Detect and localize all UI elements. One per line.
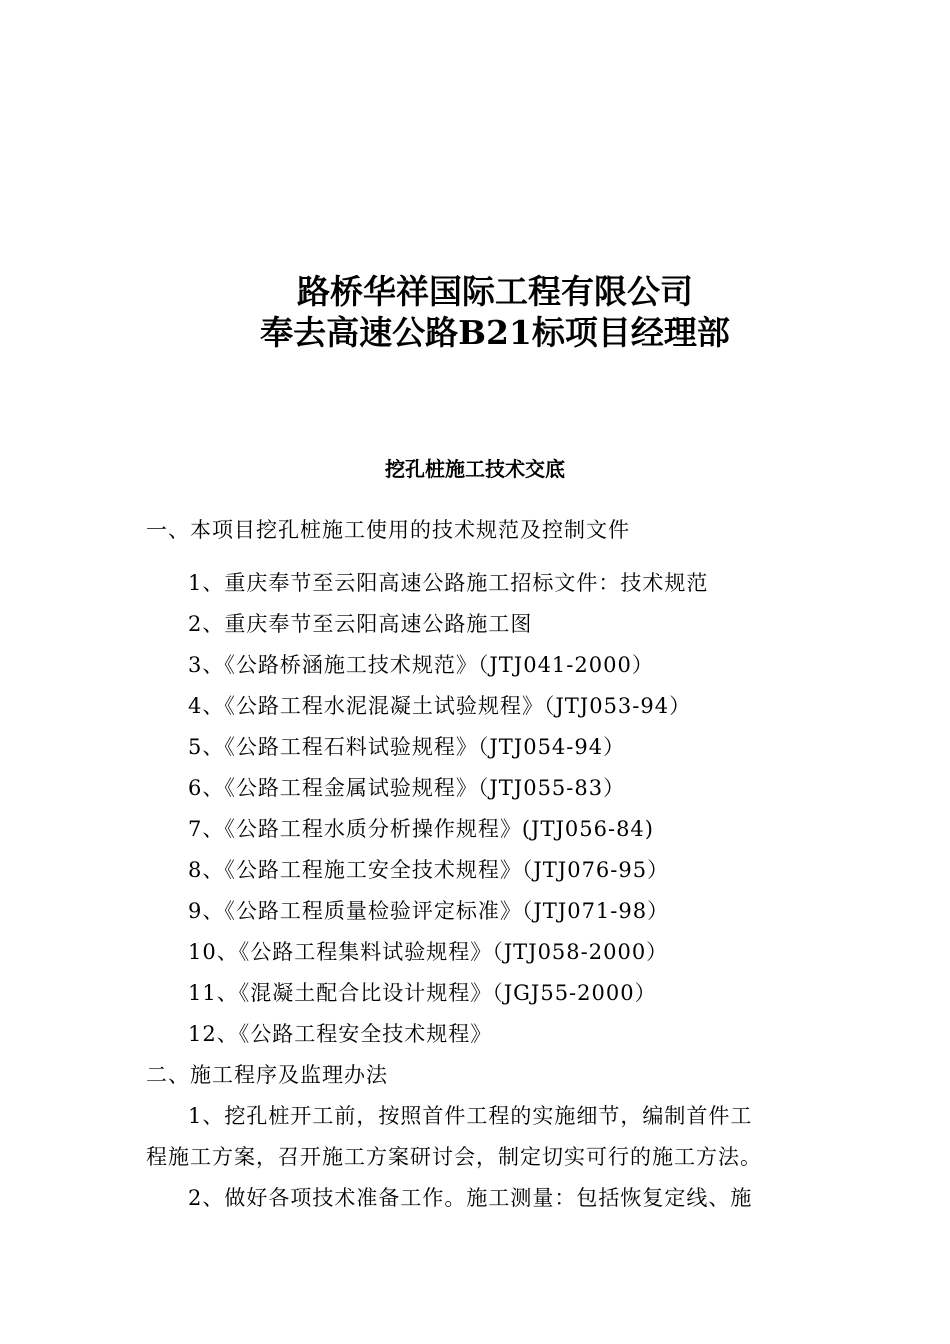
company-name: 路桥华祥国际工程有限公司 <box>297 272 693 311</box>
spec-item: 1、重庆奉节至云阳高速公路施工招标文件：技术规范 <box>188 571 709 595</box>
spec-item: 4、《公路工程水泥混凝土试验规程》（JTJ053-94） <box>188 694 692 718</box>
project-department: 奉去高速公路B21标项目经理部 <box>260 313 730 352</box>
spec-item: 7、《公路工程水质分析操作规程》(JTJ056-84) <box>188 817 654 841</box>
spec-item: 5、《公路工程石料试验规程》（JTJ054-94） <box>188 735 626 759</box>
spec-item: 11、《混凝土配合比设计规程》（JGJ55-2000） <box>188 981 657 1005</box>
spec-item: 3、《公路桥涵施工技术规范》（JTJ041-2000） <box>188 653 654 677</box>
spec-item: 9、《公路工程质量检验评定标准》（JTJ071-98） <box>188 899 670 923</box>
spec-item: 8、《公路工程施工安全技术规程》（JTJ076-95） <box>188 858 670 882</box>
document-title: 挖孔桩施工技术交底 <box>385 457 565 481</box>
spec-item: 10、《公路工程集料试验规程》（JTJ058-2000） <box>188 940 669 964</box>
spec-item: 6、《公路工程金属试验规程》（JTJ055-83） <box>188 776 626 800</box>
paragraph-1-line: 程施工方案，召开施工方案研讨会，制定切实可行的施工方法。 <box>146 1145 762 1169</box>
spec-item: 2、重庆奉节至云阳高速公路施工图 <box>188 612 533 636</box>
spec-item: 12、《公路工程安全技术规程》 <box>188 1022 493 1046</box>
section-1-heading: 一、本项目挖孔桩施工使用的技术规范及控制文件 <box>146 518 630 542</box>
paragraph-2-line: 2、做好各项技术准备工作。施工测量：包括恢复定线、施 <box>188 1186 753 1210</box>
section-2-heading: 二、施工程序及监理办法 <box>146 1063 388 1087</box>
paragraph-1-line: 1、挖孔桩开工前，按照首件工程的实施细节，编制首件工 <box>188 1104 753 1128</box>
